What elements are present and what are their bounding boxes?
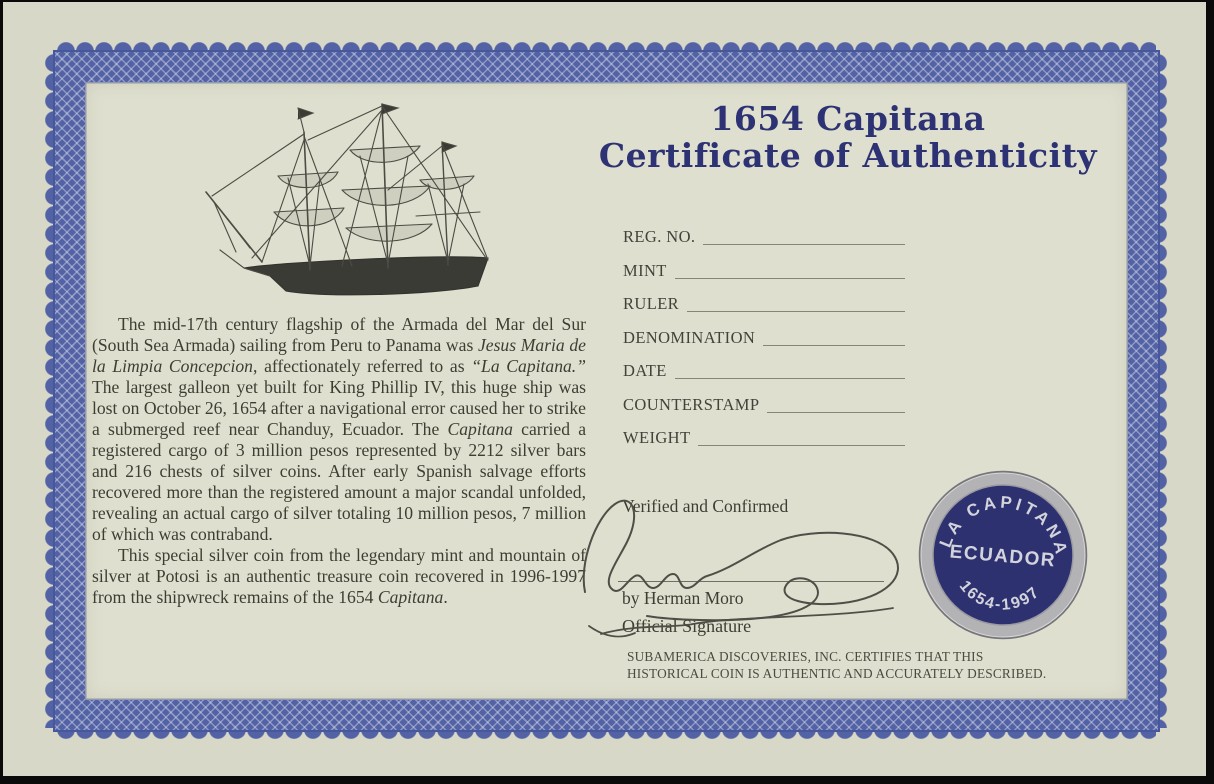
field-label: DENOMINATION xyxy=(623,327,756,347)
certificate-title xyxy=(598,100,1098,174)
blank-line xyxy=(767,411,905,413)
blank-line xyxy=(675,377,905,379)
blank-line xyxy=(675,277,905,279)
la-capitana-seal xyxy=(911,463,1095,647)
certifier-line-1: SUBAMERICA DISCOVERIES, INC. CERTIFIES THAT THIS xyxy=(627,649,984,664)
field-denomination xyxy=(623,325,905,348)
history-text xyxy=(92,314,586,608)
blank-line xyxy=(687,310,905,312)
title-line-2: Certificate of Authenticity xyxy=(598,136,1098,175)
galleon-ship-engraving xyxy=(192,80,532,315)
field-label: DATE xyxy=(623,361,667,380)
handwritten-signature xyxy=(575,492,923,647)
field-label: RULER xyxy=(623,294,680,313)
field-label: MINT xyxy=(623,260,667,280)
certifier-line-2: HISTORICAL COIN IS AUTHENTIC AND ACCURATELY DESCRIBED. xyxy=(627,665,1047,681)
field-weight xyxy=(623,425,905,448)
coin-detail-fields xyxy=(623,224,905,459)
field-label: REG. NO. xyxy=(623,227,696,246)
seal-middle-text: ECUADOR xyxy=(948,541,1057,572)
field-label: COUNTERSTAMP xyxy=(623,394,760,414)
field-reg-no xyxy=(623,224,905,247)
verified-label: Verified and Confirmed xyxy=(622,496,789,516)
blank-line xyxy=(763,344,905,346)
paragraph-1: The mid-17th century flagship of the Armada del Mar del Sur (South Sea Armada) sailing from Peru to Panama was Jesus Maria de la Limpia Concepcion, affectionately referred to as “La Capitana.” The largest galleon yet built for King Phillip IV, this huge ship was lost on October 26, 1654 after a navigational error caused her to strike a submerged reef near Chanduy, Ecuador. The Capitana carried a registered cargo of 3 million pesos represented by 2212 silver bars and 216 chests of silver coins. After early Spanish salvage efforts recovered more than the registered amount a major scandal unfolded, revealing an actual cargo of silver totaling 10 million pesos, 7 million of which was contraband. xyxy=(92,314,586,544)
field-label: WEIGHT xyxy=(623,428,691,447)
seal-arc-bottom-text: 1654-1997 xyxy=(955,577,1044,614)
title-line-1: 1654 Capitana xyxy=(710,99,986,138)
field-date xyxy=(623,358,905,381)
blank-line xyxy=(703,243,905,245)
official-signature-label: Official Signature xyxy=(622,616,752,636)
signed-by-label: by Herman Moro xyxy=(622,588,744,608)
field-counterstamp xyxy=(623,392,905,415)
field-mint xyxy=(623,258,905,281)
certifier-statement xyxy=(627,649,1097,682)
field-ruler xyxy=(623,291,905,314)
seal-arc-top-text: LA CAPITANA xyxy=(935,492,1072,559)
blank-line xyxy=(698,444,905,446)
paragraph-2: This special silver coin from the legendary mint and mountain of silver at Potosi is an authentic treasure coin recovered in 1996-1997 from the shipwreck remains of the 1654 Capitana. xyxy=(92,545,586,607)
